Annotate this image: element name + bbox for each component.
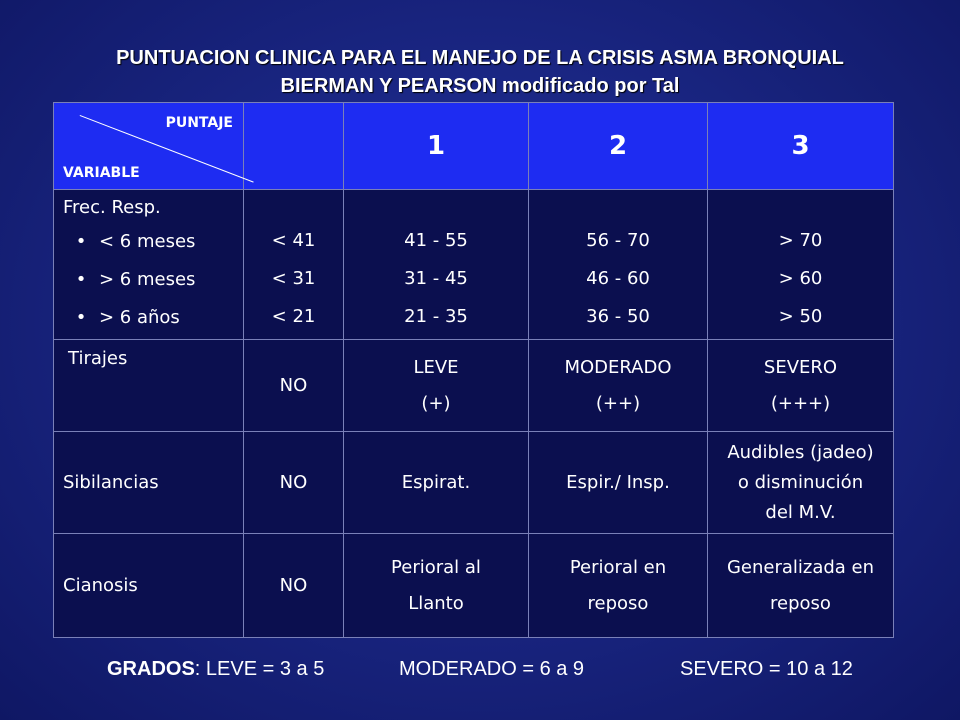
frec-label-cell	[54, 190, 244, 340]
cianosis-s2-2: reposo	[587, 592, 649, 614]
header-corner-cell	[54, 103, 244, 190]
frec-sub-1: • < 6 meses	[63, 223, 243, 261]
cianosis-s1-2: Llanto	[408, 592, 464, 614]
tirajes-s3-1: SEVERO	[763, 356, 838, 378]
header-score-1: 1	[344, 103, 529, 190]
frec-s1-3: 21 - 35	[404, 305, 468, 327]
frec-base-3: < 21	[271, 305, 316, 327]
tirajes-s3-2: (+++)	[770, 392, 831, 414]
grados-label: GRADOS	[107, 658, 195, 680]
frec-label: Frec. Resp.	[63, 196, 161, 218]
frec-sub-2: • > 6 meses	[63, 261, 243, 299]
tirajes-s3-cell	[708, 340, 894, 432]
title-line-2: BIERMAN Y PEARSON modificado por Tal	[280, 75, 680, 97]
frec-s1-cell	[344, 190, 529, 340]
row-sibilancias	[54, 432, 894, 534]
frec-s2-2: 46 - 60	[586, 267, 650, 289]
frec-s2-1: 56 - 70	[586, 229, 650, 251]
frec-s3-2: > 60	[778, 267, 823, 289]
tirajes-s1-cell	[344, 340, 529, 432]
sibilancias-s3-cell	[708, 432, 894, 534]
grades-leve-group	[107, 658, 324, 681]
tirajes-label: Tirajes	[54, 340, 244, 432]
header-empty-cell	[244, 103, 344, 190]
cianosis-s2-cell	[529, 534, 708, 638]
cianosis-s3-2: reposo	[770, 592, 831, 614]
header-score-3: 3	[708, 103, 894, 190]
cianosis-s1-cell	[344, 534, 529, 638]
sibilancias-s3-2: o disminución	[737, 471, 864, 493]
frec-s3-1: > 70	[778, 229, 823, 251]
tirajes-s2-1: MODERADO	[564, 356, 672, 378]
row-frec-resp	[54, 190, 894, 340]
frec-s2-3: 36 - 50	[586, 305, 650, 327]
score-table	[53, 102, 894, 638]
cianosis-s1-1: Perioral al	[391, 556, 481, 578]
grades-moderado: MODERADO = 6 a 9	[399, 658, 585, 680]
title-line-1: PUNTUACION CLINICA PARA EL MANEJO DE LA CRISIS ASMA BRONQUIAL	[116, 47, 844, 69]
header-row	[54, 103, 894, 190]
cianosis-label: Cianosis	[54, 534, 244, 638]
sibilancias-s3-3: del M.V.	[765, 501, 836, 523]
header-variable: VARIABLE	[63, 165, 140, 181]
frec-base-2: < 31	[271, 267, 316, 289]
tirajes-s1-1: LEVE	[413, 356, 459, 378]
frec-s3-3: > 50	[778, 305, 823, 327]
tirajes-s2-cell	[529, 340, 708, 432]
frec-base-1: < 41	[271, 229, 316, 251]
cianosis-base: NO	[244, 534, 344, 638]
row-tirajes	[54, 340, 894, 432]
frec-s1-1: 41 - 55	[404, 229, 468, 251]
cianosis-s2-1: Perioral en	[569, 556, 667, 578]
frec-sub-3: • > 6 años	[63, 299, 243, 337]
tirajes-s1-2: (+)	[421, 392, 451, 414]
cianosis-s3-1: Generalizada en	[726, 556, 875, 578]
header-score-2: 2	[529, 103, 708, 190]
grades-leve: : LEVE = 3 a 5	[194, 658, 325, 680]
tirajes-s2-2: (++)	[595, 392, 641, 414]
frec-s3-cell	[708, 190, 894, 340]
page-title	[0, 44, 960, 100]
cianosis-s3-cell	[708, 534, 894, 638]
row-cianosis	[54, 534, 894, 638]
sibilancias-label: Sibilancias	[54, 432, 244, 534]
sibilancias-s1: Espirat.	[344, 432, 529, 534]
tirajes-base: NO	[244, 340, 344, 432]
frec-base-cell	[244, 190, 344, 340]
sibilancias-s2: Espir./ Insp.	[529, 432, 708, 534]
sibilancias-s3-1: Audibles (jadeo)	[727, 441, 874, 463]
sibilancias-base: NO	[244, 432, 344, 534]
grades-severo: SEVERO = 10 a 12	[680, 658, 853, 680]
header-puntaje: PUNTAJE	[165, 115, 233, 131]
frec-s1-2: 31 - 45	[404, 267, 468, 289]
frec-s2-cell	[529, 190, 708, 340]
